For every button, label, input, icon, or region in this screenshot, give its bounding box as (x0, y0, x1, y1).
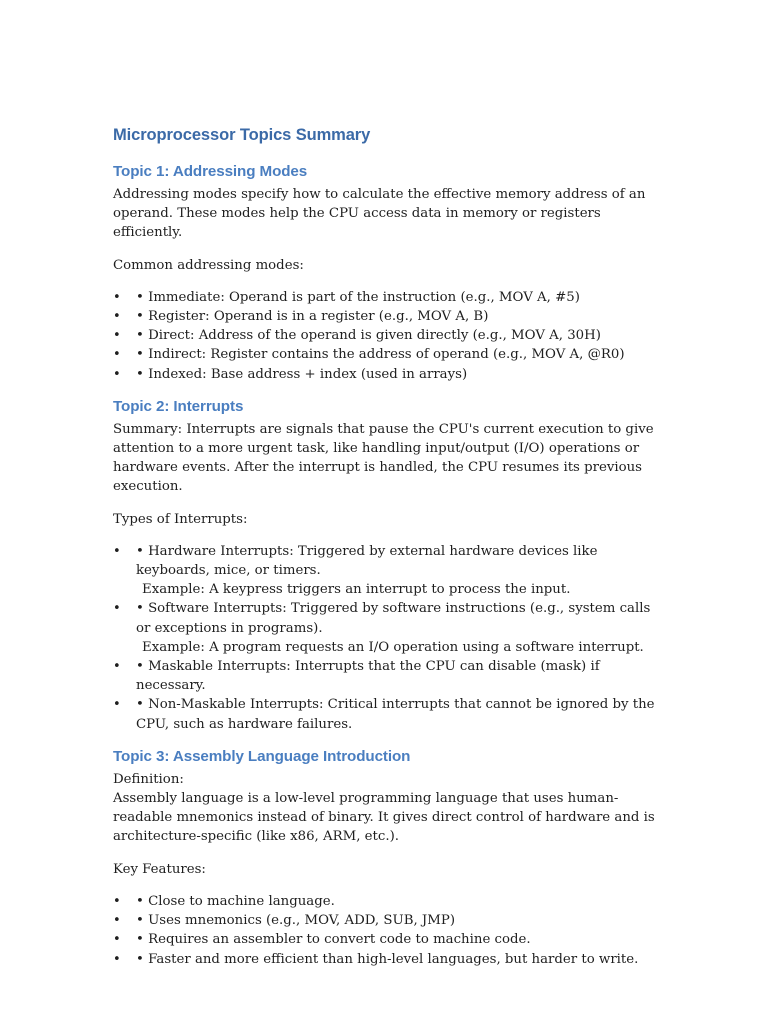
topic-interrupts (113, 396, 658, 734)
list-item (113, 695, 658, 733)
list-item (113, 657, 658, 695)
list-item (113, 930, 658, 949)
topic-1-paragraph: Addressing modes specify how to calculate the effective memory address of an operand. These modes help the CPU access data in memory or registers efficiently. (113, 187, 646, 241)
list-item-text: • Indexed: Base address + index (used in arrays) (136, 366, 468, 382)
document-page (113, 123, 658, 981)
list-item-text: • Register: Operand is in a register (e.g., MOV A, B) (136, 309, 489, 325)
list-item (113, 326, 658, 345)
bullet-icon: • (113, 289, 121, 305)
bullet-icon: • (113, 932, 121, 948)
list-item (113, 365, 658, 384)
interrupt-types-list (113, 542, 658, 734)
list-item-text: • Immediate: Operand is part of the instruction (e.g., MOV A, #5) (136, 289, 580, 305)
list-item (113, 892, 658, 911)
topic-3-definition-label: Definition: (113, 771, 184, 787)
topic-assembly-language (113, 746, 658, 969)
list-item (113, 307, 658, 326)
list-item (113, 345, 658, 364)
list-item-text: • Maskable Interrupts: Interrupts that the CPU can disable (mask) if necessary. (136, 659, 600, 694)
bullet-icon: • (113, 893, 121, 909)
topic-3-paragraph: Assembly language is a low-level programming language that uses human-readable mnemonics instead of binary. It gives direct control of hardware and is architecture-specific (like x86, ARM, etc.). (113, 791, 655, 845)
list-item (113, 288, 658, 307)
topic-1-list-label: Common addressing modes: (113, 257, 304, 273)
topic-3-heading: Topic 3: Assembly Language Introduction (113, 747, 411, 765)
bullet-icon: • (113, 366, 121, 382)
bullet-icon: • (113, 697, 121, 713)
topic-2-list-label: Types of Interrupts: (113, 511, 248, 527)
bullet-icon: • (113, 543, 121, 559)
bullet-icon: • (113, 328, 121, 344)
list-item (113, 599, 658, 657)
list-item-text: • Requires an assembler to convert code to machine code. (136, 932, 531, 948)
list-item-text: • Faster and more efficient than high-level languages, but harder to write. (136, 951, 639, 967)
document-title: Microprocessor Topics Summary (113, 126, 371, 144)
addressing-modes-list (113, 288, 658, 384)
topic-3-list-label: Key Features: (113, 861, 206, 877)
bullet-icon: • (113, 913, 121, 929)
bullet-icon: • (113, 951, 121, 967)
bullet-icon: • (113, 659, 121, 675)
key-features-list (113, 892, 658, 969)
list-item-text: • Non-Maskable Interrupts: Critical interrupts that cannot be ignored by the CPU, such as hardware failures. (136, 697, 655, 732)
list-item-text: • Software Interrupts: Triggered by software instructions (e.g., system calls or exceptions in programs). (136, 601, 651, 636)
topic-2-paragraph: Summary: Interrupts are signals that pause the CPU's current execution to give attention to a more urgent task, like handling input/output (I/O) operations or hardware events. After the interrupt is handled, the CPU resumes its previous execution. (113, 421, 654, 495)
bullet-icon: • (113, 601, 121, 617)
topic-addressing-modes (113, 161, 658, 384)
list-item-text: • Hardware Interrupts: Triggered by external hardware devices like keyboards, mice, or timers. (136, 543, 598, 579)
topic-2-heading: Topic 2: Interrupts (113, 397, 244, 415)
list-item (113, 542, 658, 600)
list-item-text: • Direct: Address of the operand is given directly (e.g., MOV A, 30H) (136, 328, 601, 344)
list-item-text: • Uses mnemonics (e.g., MOV, ADD, SUB, JMP) (136, 913, 456, 929)
list-item-example: Example: A keypress triggers an interrupt to process the input. (142, 582, 571, 598)
list-item-text: • Close to machine language. (136, 893, 335, 909)
bullet-icon: • (113, 309, 121, 325)
topic-1-heading: Topic 1: Addressing Modes (113, 163, 308, 180)
list-item-text: • Indirect: Register contains the address of operand (e.g., MOV A, @R0) (136, 347, 625, 363)
bullet-icon: • (113, 347, 121, 363)
list-item (113, 911, 658, 930)
list-item (113, 950, 658, 969)
list-item-example: Example: A program requests an I/O operation using a software interrupt. (142, 639, 644, 655)
